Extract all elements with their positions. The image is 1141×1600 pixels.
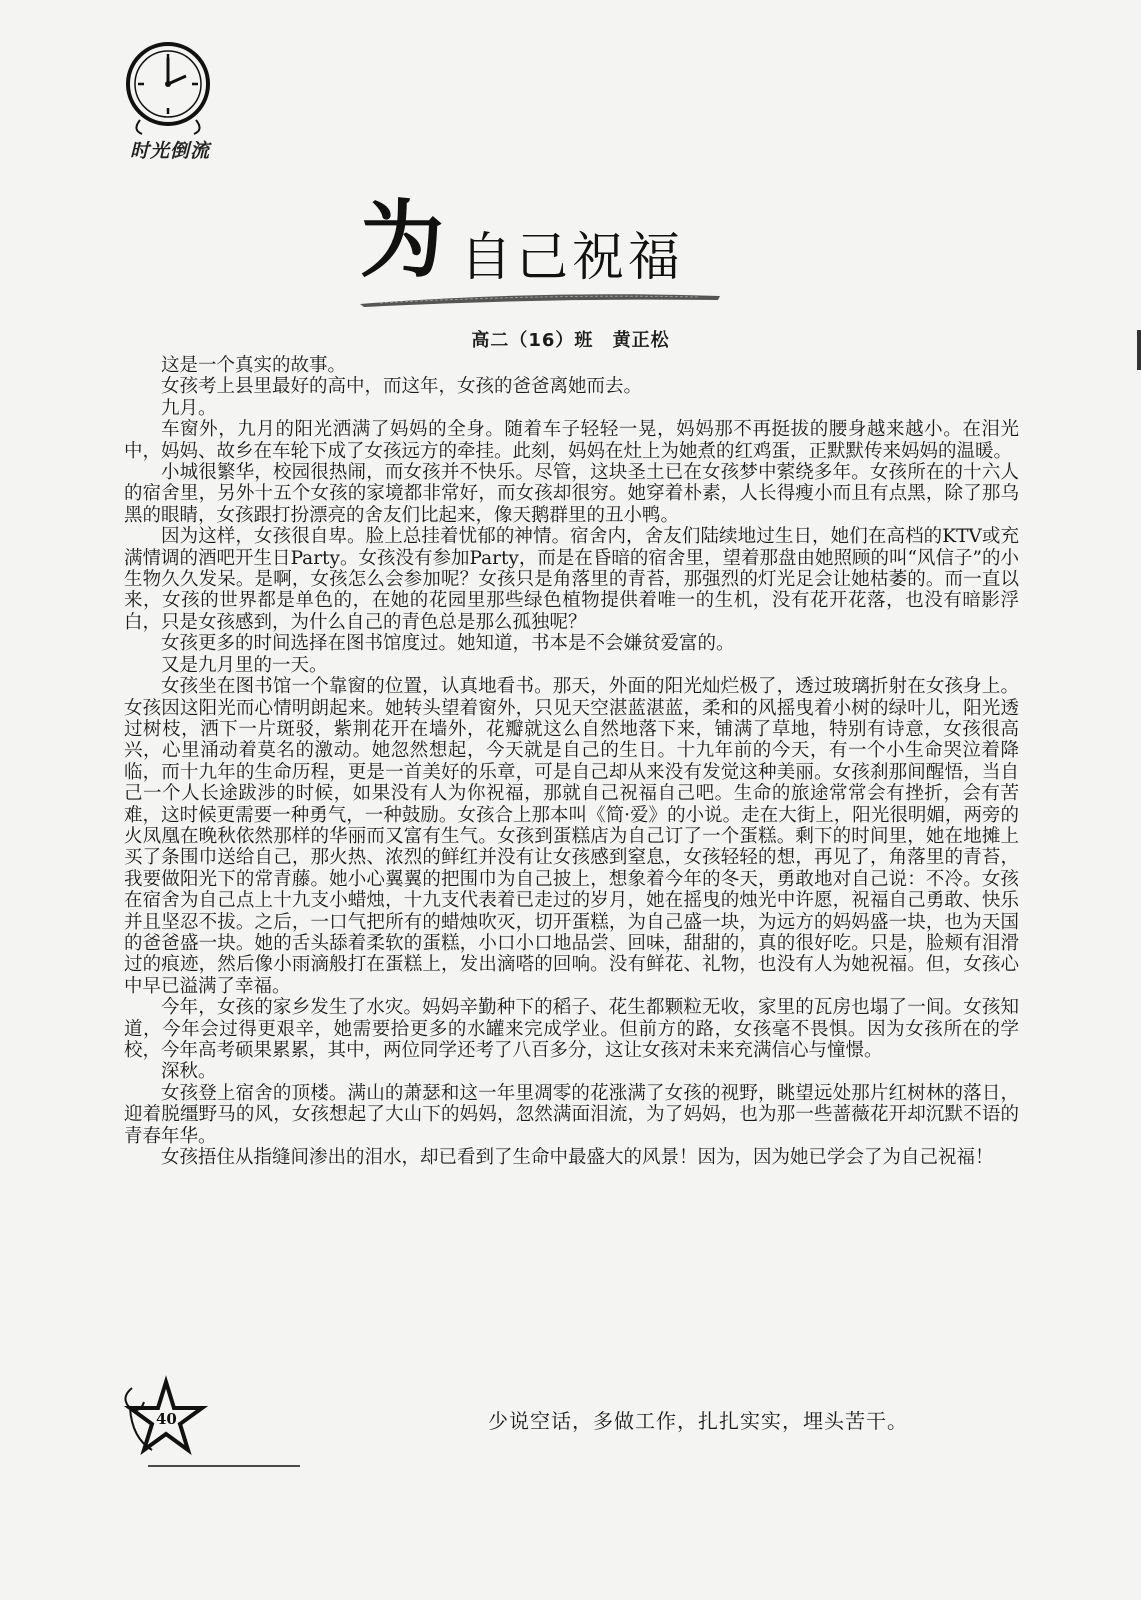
paragraph: 小城很繁华，校园很热闹，而女孩并不快乐。尽管，这块圣土已在女孩梦中萦绕多年。女孩所在的十六人的宿舍里，另外十五个女孩的家境都非常好，而女孩却很穷。她穿着朴素，人长得瘦小而且有点黑，除了那乌黑的眼睛，女孩跟打扮漂亮的舍友们比起来，像天鹅群里的丑小鸭。	[124, 462, 1019, 526]
logo-label: 时光倒流	[129, 140, 210, 162]
author-class: 高二（16）班	[471, 330, 594, 351]
paragraph: 车窗外，九月的阳光洒满了妈妈的全身。随着车子轻轻一晃，妈妈那不再挺拔的腰身越来越小。在泪光中，妈妈、故乡在车轮下成了女孩远方的牵挂。此刻，妈妈在灶上为她煮的红鸡蛋，正默默传来妈妈的温暖。	[124, 419, 1019, 462]
author-name: 黄正松	[612, 330, 670, 351]
paragraph: 女孩捂住从指缝间渗出的泪水，却已看到了生命中最盛大的风景！因为，因为她已学会了为自己祝福！	[161, 1147, 994, 1169]
title-rest: 自己祝福	[460, 228, 685, 288]
edge-mark	[1137, 330, 1141, 370]
star-icon	[118, 1368, 308, 1473]
clock-icon	[118, 38, 218, 138]
paragraph: 今年，女孩的家乡发生了水灾。妈妈辛勤种下的稻子、花生都颗粒无收，家里的瓦房也塌了一间。女孩知道，今年会过得更艰辛，她需要拾更多的水罐来完成学业。但前方的路，女孩毫不畏惧。因为女孩所在的学校，今年高考硕果累累，其中，两位同学还考了八百多分，这让女孩对未来充满信心与憧憬。	[124, 997, 1019, 1061]
title-first-char: 为	[360, 191, 445, 289]
paragraph: 九月。	[161, 397, 217, 419]
paragraph: 深秋。	[161, 1061, 217, 1083]
footer-motto: 少说空话，多做工作，扎扎实实，埋头苦干。	[488, 1409, 908, 1433]
brush-stroke-divider	[360, 292, 720, 308]
paragraph: 女孩考上县里最好的高中，而这年，女孩的爸爸离她而去。	[161, 376, 643, 398]
article-body	[124, 355, 1019, 1168]
clock-logo	[110, 38, 230, 168]
paragraph: 女孩更多的时间选择在图书馆度过。她知道，书本是不会嫌贫爱富的。	[161, 633, 735, 655]
page-number-badge	[118, 1368, 308, 1473]
author-line	[0, 326, 1141, 352]
paragraph: 因为这样，女孩很自卑。脸上总挂着忧郁的神情。宿舍内，舍友们陆续地过生日，她们在高档的KTV或充满情调的酒吧开生日Party。女孩没有参加Party，而是在昏暗的宿舍里，望着那盘由她照顾的叫“风信子”的小生物久久发呆。是啊，女孩怎么会参加呢？女孩只是角落里的青苔，那强烈的灯光足会让她枯萎的。而一直以来，女孩的世界都是单色的，在她的花园里那些绿色植物提供着唯一的生机，没有花开花落，也没有暗影浮白，只是女孩感到，为什么自己的青色总是那么孤独呢？	[124, 526, 1019, 633]
paragraph: 女孩登上宿舍的顶楼。满山的萧瑟和这一年里凋零的花涨满了女孩的视野，眺望远处那片红树林的落日，迎着脱缰野马的风，女孩想起了大山下的妈妈，忽然满面泪流，为了妈妈，也为那一些蔷薇花开却沉默不语的青春年华。	[124, 1082, 1019, 1147]
paragraph: 这是一个真实的故事。	[161, 355, 347, 376]
paragraph: 又是九月里的一天。	[161, 654, 328, 676]
page-number: 40	[156, 1410, 177, 1428]
paragraph: 女孩坐在图书馆一个靠窗的位置，认真地看书。那天，外面的阳光灿烂极了，透过玻璃折射在女孩身上。女孩因这阳光而心情明朗起来。她转头望着窗外，只见天空湛蓝湛蓝，柔和的风摇曳着小树的绿叶儿，阳光透过树枝，洒下一片斑驳，紫荆花开在墙外，花瓣就这么自然地落下来，铺满了草地，特别有诗意，女孩很高兴，心里涌动着莫名的激动。她忽然想起，今天就是自己的生日。十九年前的今天，有一个小生命哭泣着降临，而十九年的生命历程，更是一首美好的乐章，可是自己却从来没有发觉这种美丽。女孩刹那间醒悟，当自己一个人长途跋涉的时候，如果没有人为你祝福，那就自己祝福自己吧。生命的旅途常常会有挫折，会有苦难，这时候更需要一种勇气，一种鼓励。女孩合上那本叫《简·爱》的小说。走在大街上，阳光很明媚，两旁的火凤凰在晚秋依然那样的华丽而又富有生气。女孩到蛋糕店为自己订了一个蛋糕。剩下的时间里，她在地摊上买了条围巾送给自己，那火热、浓烈的鲜红并没有让女孩感到窒息，女孩轻轻的想，再见了，角落里的青苔，我要做阳光下的常青藤。她小心翼翼的把围巾为自己披上，想象着今年的冬天，勇敢地对自己说：不冷。女孩在宿舍为自己点上十九支小蜡烛，十九支代表着已走过的岁月，她在摇曳的烛光中许愿，祝福自己勇敢、快乐并且坚忍不拔。之后，一口气把所有的蜡烛吹灭，切开蛋糕，为自己盛一块，为远方的妈妈盛一块，也为天国的爸爸盛一块。她的舌头舔着柔软的蛋糕，小口小口地品尝、回味，甜甜的，真的很好吃。只是，脸颊有泪滑过的痕迹，然后像小雨滴般打在蛋糕上，发出滴嗒的回响。没有鲜花、礼物，也没有人为她祝福。但，女孩心中早已溢满了幸福。	[124, 676, 1019, 997]
